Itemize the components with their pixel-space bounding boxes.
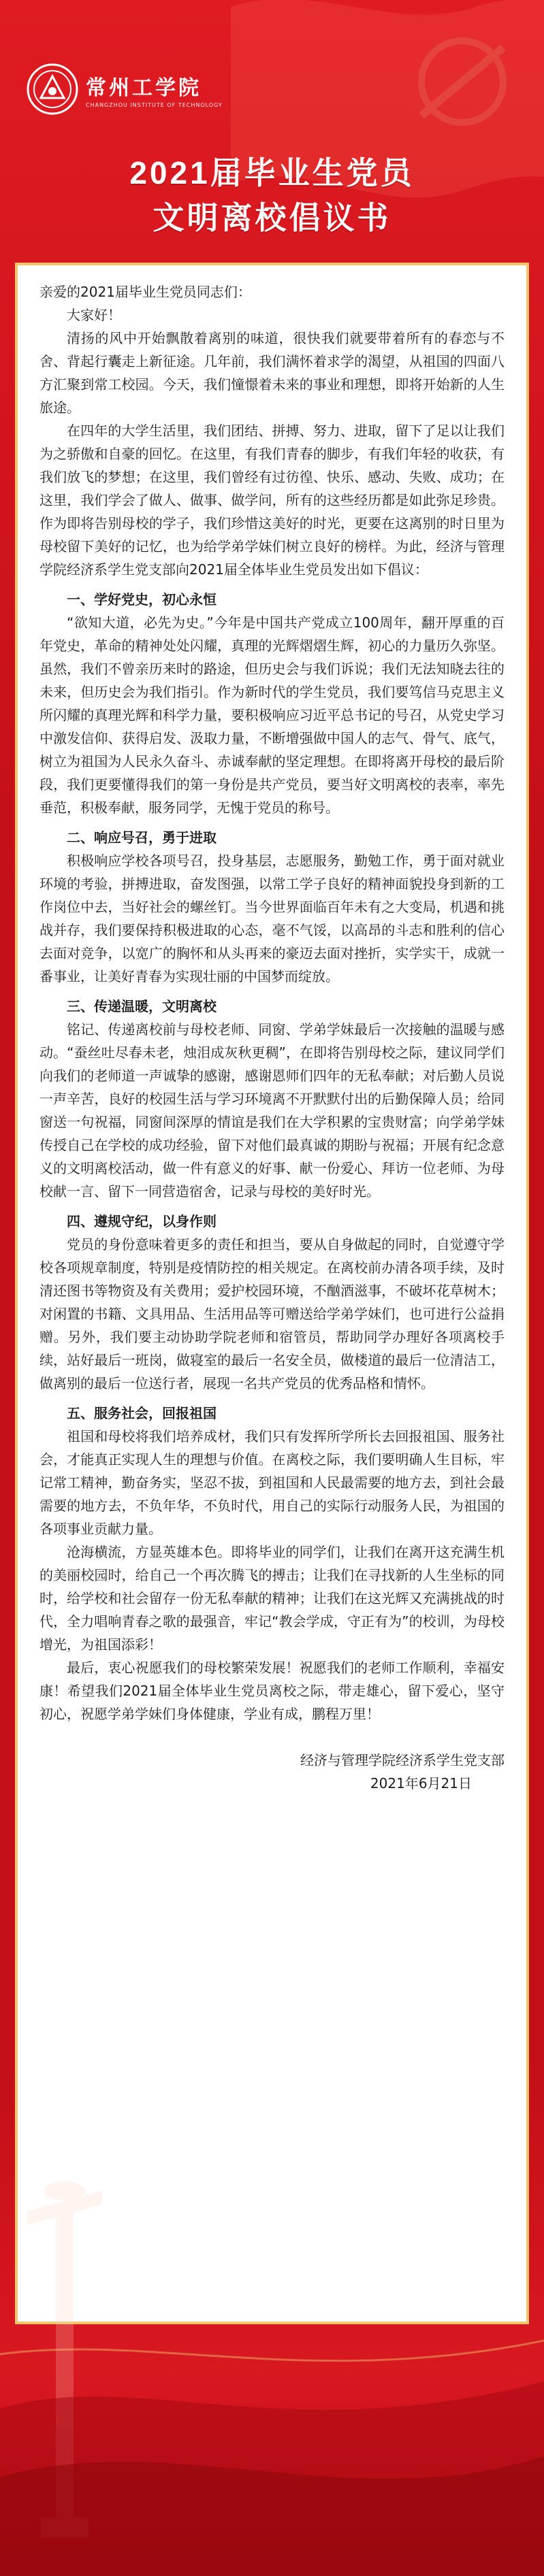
section-paragraph: 铭记、传递离校前与母校老师、同窗、学弟学妹最后一次接触的温暖与感动。“蚕丝吐尽春未老，烛泪成灰秋更稠”，在即将告别母校之际，建议同学们向我们的老师道一声诚挚的感谢，感谢恩师们四年的无私奉献；对后勤人员说一声辛苦，良好的校园生活与学习环境离不开默默付出的后勤保障人员；给同窗送一句祝福，同窗间深厚的情谊是我们在大学积累的宝贵财富；向学弟学妹传授自己在学校的成功经验，留下对他们最真诚的期盼与祝福；开展有纪念意义的文明离校活动，做一件有意义的好事、献一份爱心、拜访一位老师、为母校献一言、留下一同营造宿舍，记录与母校的美好时光。: [39, 1021, 505, 1200]
school-emblem-icon: [26, 63, 79, 116]
section-heading: 三、传递温暖，文明离校: [67, 998, 217, 1014]
section-heading: 二、响应号召，勇于进取: [67, 829, 217, 846]
section-paragraph: “欲知大道，必先为史。”今年是中国共产党成立100周年，翻开厚重的百年党史，革命的精神处处闪耀，真理的光辉熠熠生辉，初心的力量历久弥坚。虽然，我们不曾亲历来时的路途，但历史会与我们诉说；我们无法知晓去往的未来，但历史会为我们指引。作为新时代的学生党员，我们要笃信马克思主义所闪耀的真理光辉和科学力量，要积极响应习近平总书记的号召，从党史学习中激发信仰、获得启发、汲取力量，不断增强做中国人的志气、骨气、底气，树立为祖国为人民永久奋斗、赤诚奉献的坚定理想。在即将离开母校的最后阶段，我们更要懂得我们的第一身份是共产党员，要当好文明离校的表率，率先垂范，积极奉献，服务同学，无愧于党员的称号。: [39, 614, 505, 816]
page-title-line1: 2021届毕业生党员: [129, 155, 415, 191]
section-heading: 一、学好党史，初心永恒: [67, 591, 217, 608]
letter-body: [39, 280, 505, 1795]
school-name: 常州工学院: [86, 76, 202, 100]
section-paragraph: 最后，衷心祝愿我们的母校繁荣发展！祝愿我们的老师工作顺利，幸福安康！希望我们2021届全体毕业生党员离校之际，带走雄心，留下爱心，坚守初心，祝愿学弟学妹们身体健康，学业有成，鹏程万里！: [39, 1659, 505, 1722]
intro-paragraph: 清扬的风中开始飘散着离别的味道，很快我们就要带着所有的春恋与不舍、背起行囊走上新征途。几年前，我们满怀着求学的渴望，从祖国的四面八方汇聚到常工校园。今天，我们憧憬着未来的事业和理想，即将开始新的人生旅途。: [39, 330, 505, 416]
salutation: 亲爱的2021届毕业生党员同志们：: [39, 284, 251, 300]
section-paragraph: 沧海横流，方显英雄本色。即将毕业的同学们，让我们在离开这充满生机的美丽校园时，给自己一个再次腾飞的搏击；让我们在寻找新的人生坐标的同时，给学校和社会留存一份无私奉献的精神；让我们在这光辉又充满挑战的时代，全力唱响青春之歌的最强音，牢记“教会学成，守正有为”的校训，为母校增光，为祖国添彩！: [39, 1544, 505, 1653]
page-title-line2: 文明离校倡议书: [153, 200, 391, 235]
section-heading: 五、服务社会，回报祖国: [67, 1405, 217, 1421]
section-paragraph: 祖国和母校将我们培养成材，我们只有发挥所学所长去回报祖国、服务社会，才能真正实现人生的理想与价值。在离校之际，我们要明确人生目标，牢记常工精神，勤奋务实，坚忍不拔，到祖国和人民最需要的地方去，到社会最需要的地方去，不负年华，不负时代，用自己的实际行动服务人民，为祖国的各项事业贡献力量。: [39, 1428, 505, 1537]
section-paragraph: 积极响应学校各项号召，投身基层，志愿服务，勤勉工作，勇于面对就业环境的考验，拼搏进取，奋发图强，以常工学子良好的精神面貌投身到新的工作岗位中去，当好社会的螺丝钉。当今世界面临百年未有之大变局，机遇和挑战并存，我们要保持积极进取的心态，毫不气馁，以高昂的斗志和胜利的信心去面对竞争，以宽广的胸怀和从头再来的豪迈去面对挫折，实学实干，成就一番事业，让美好青春为实现壮丽的中国梦而绽放。: [39, 853, 505, 985]
intro-paragraph: 在四年的大学生活里，我们团结、拼搏、努力、进取，留下了足以让我们为之骄傲和自豪的回忆。在这里，有我们青春的脚步，有我们年轻的收获，有我们放飞的梦想；在这里，我们曾经有过彷徨、快乐、感动、失败、成功；在这里，我们学会了做人、做事、做学问，所有的这些经历都是如此弥足珍贵。作为即将告别母校的学子，我们珍惜这美好的时光，更要在这离别的时日里为母校留下美好的记忆，也为给学弟学妹们树立良好的榜样。为此，经济与管理学院经济系学生党支部向2021届全体毕业生党员发出如下倡议：: [39, 423, 505, 578]
section-heading: 四、遵规守纪，以身作则: [67, 1213, 217, 1229]
signature: 经济与管理学院经济系学生党支部: [300, 1752, 505, 1768]
bottom-wave-decoration: [0, 2327, 544, 2576]
school-name-en: CHANGZHOU INSTITUTE OF TECHNOLOGY: [86, 101, 223, 108]
greeting: 大家好！: [67, 307, 121, 323]
section-paragraph: 党员的身份意味着更多的责任和担当，要从自身做起的同时，自觉遵守学校各项规章制度，特别是疫情防控的相关规定。在离校前办清各项手续，及时清还图书等物资及有关费用；爱护校园环境，不酗酒滋事，不破坏花草树木；对闲置的书籍、文具用品、生活用品等可赠送给学弟学妹们，也可进行公益捐赠。另外，我们要主动协助学院老师和宿管员，帮助同学办理好各项离校手续，站好最后一班岗，做寝室的最后一名安全员，做楼道的最后一位清洁工，做离别的最后一位送行者，展现一名共产党员的优秀品格和情怀。: [39, 1236, 505, 1391]
header: [0, 0, 544, 235]
school-logo: [26, 63, 223, 116]
date: 2021年6月21日: [370, 1775, 472, 1791]
